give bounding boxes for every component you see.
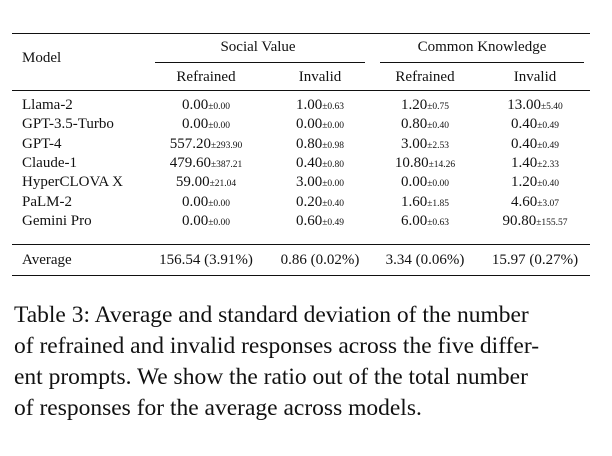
cell-std-dev: ±3.07 xyxy=(537,198,560,209)
table-cell xyxy=(170,154,243,174)
group-rule-social-value xyxy=(155,62,365,63)
cell-std-dev: ±0.63 xyxy=(322,102,345,112)
cell-mean: 3.00 xyxy=(400,135,428,152)
cell-std-dev: ±0.00 xyxy=(208,121,231,132)
cell-mean: 0.20 xyxy=(295,193,323,210)
cell-std-dev: ±0.40 xyxy=(427,121,450,132)
cell-mean: 10.80 xyxy=(394,154,429,171)
table-cell xyxy=(401,96,449,116)
table-cell xyxy=(401,173,449,193)
cell-std-dev: ±0.98 xyxy=(322,140,345,151)
cell-std-dev: ±0.80 xyxy=(322,159,345,170)
cell-mean: 0.40 xyxy=(295,154,323,171)
cell-std-dev: ±21.04 xyxy=(209,179,237,190)
cell-mean: 0.80 xyxy=(400,116,428,133)
cell-std-dev: ±0.00 xyxy=(427,179,450,190)
average-cell: 15.97 (0.27%) xyxy=(491,252,579,268)
cell-std-dev: ±0.75 xyxy=(427,102,450,112)
cell-std-dev: ±0.00 xyxy=(322,179,345,190)
table-cell xyxy=(182,115,230,135)
cell-mean: 1.20 xyxy=(400,97,428,113)
cell-mean: 1.40 xyxy=(510,154,538,171)
cell-std-dev: ±0.49 xyxy=(537,140,560,151)
table-cell xyxy=(170,135,243,155)
cell-std-dev: ±5.40 xyxy=(540,102,563,112)
cell-std-dev: ±0.40 xyxy=(537,179,560,190)
table-cell xyxy=(511,173,559,193)
model-name: Llama-2 xyxy=(22,97,73,113)
table-cell xyxy=(182,212,230,232)
cell-std-dev: ±0.00 xyxy=(208,102,231,112)
model-name: GPT-4 xyxy=(22,135,62,152)
cell-mean: 0.00 xyxy=(181,193,209,210)
cell-std-dev: ±387.21 xyxy=(210,159,243,170)
table-cell xyxy=(507,96,563,116)
table-cell xyxy=(182,193,230,213)
table-cell xyxy=(296,154,344,174)
cell-std-dev: ±155.57 xyxy=(536,217,568,228)
cell-mean: 90.80 xyxy=(502,212,537,229)
average-cell: 3.34 (0.06%) xyxy=(385,252,465,268)
cell-mean: 0.00 xyxy=(181,97,209,113)
table-cell xyxy=(296,193,344,213)
cell-std-dev: ±0.00 xyxy=(208,217,231,228)
table-cell xyxy=(401,193,449,213)
table-cell xyxy=(511,154,559,174)
cell-mean: 0.00 xyxy=(400,174,428,191)
cell-mean: 3.00 xyxy=(295,174,323,191)
caption-line: of refrained and invalid responses across the five differ- xyxy=(14,333,540,359)
table-cell xyxy=(401,135,449,155)
model-name: GPT-3.5-Turbo xyxy=(22,116,114,133)
cell-mean: 13.00 xyxy=(507,97,541,113)
cell-mean: 4.60 xyxy=(510,193,538,210)
model-name: Claude-1 xyxy=(22,154,77,171)
caption-line: of responses for the average across models. xyxy=(14,395,422,421)
average-rule xyxy=(12,244,590,245)
model-name: HyperCLOVA X xyxy=(22,174,123,191)
cell-mean: 0.00 xyxy=(181,212,209,229)
average-cell: 156.54 (3.91%) xyxy=(159,252,253,268)
average-cell: 0.86 (0.02%) xyxy=(280,252,360,268)
cell-std-dev: ±0.49 xyxy=(322,217,345,228)
cell-std-dev: ±1.85 xyxy=(427,198,450,209)
cell-std-dev: ±0.00 xyxy=(322,121,345,132)
cell-mean: 59.00 xyxy=(175,174,210,191)
model-name: PaLM-2 xyxy=(22,193,72,210)
cell-mean: 0.60 xyxy=(295,212,323,229)
table-cell xyxy=(511,115,559,135)
cell-std-dev: ±0.49 xyxy=(537,121,560,132)
group-rule-common-knowledge xyxy=(380,62,584,63)
cell-mean: 0.40 xyxy=(510,116,538,133)
table-cell xyxy=(176,173,236,193)
cell-std-dev: ±2.53 xyxy=(427,140,450,151)
table-cell xyxy=(296,135,344,155)
cell-mean: 1.20 xyxy=(510,174,538,191)
subheader-invalid: Invalid xyxy=(513,69,557,85)
caption-line: Table 3: Average and standard deviation of the number xyxy=(14,302,529,328)
cell-std-dev: ±14.26 xyxy=(428,159,456,170)
table-top-rule xyxy=(12,33,590,34)
cell-mean: 6.00 xyxy=(400,212,428,229)
cell-mean: 1.60 xyxy=(400,193,428,210)
cell-mean: 557.20 xyxy=(169,135,211,152)
cell-mean: 0.40 xyxy=(510,135,538,152)
group-header-common-knowledge: Common Knowledge xyxy=(417,39,547,55)
cell-std-dev: ±2.33 xyxy=(537,159,560,170)
table-cell xyxy=(296,212,344,232)
cell-std-dev: ±293.90 xyxy=(210,140,243,151)
table-cell xyxy=(182,96,230,116)
cell-std-dev: ±0.00 xyxy=(208,198,231,209)
table-cell xyxy=(296,96,344,116)
model-name: Gemini Pro xyxy=(22,212,92,229)
cell-mean: 479.60 xyxy=(169,154,211,171)
caption-line: ent prompts. We show the ratio out of the total number xyxy=(14,364,528,390)
table-bottom-rule xyxy=(12,275,590,276)
cell-mean: 0.00 xyxy=(295,116,323,133)
cell-mean: 1.00 xyxy=(295,97,323,113)
cell-mean: 0.80 xyxy=(295,135,323,152)
subheader-refrained: Refrained xyxy=(395,69,455,85)
subheader-invalid: Invalid xyxy=(298,69,342,85)
average-label: Average xyxy=(22,252,72,268)
table-caption xyxy=(14,300,604,424)
table-cell xyxy=(395,154,455,174)
cell-std-dev: ±0.40 xyxy=(322,198,345,209)
table-cell xyxy=(401,115,449,135)
table-cell xyxy=(296,115,344,135)
cell-std-dev: ±0.63 xyxy=(427,217,450,228)
table-cell xyxy=(511,135,559,155)
table-cell xyxy=(511,193,559,213)
table-cell xyxy=(296,173,344,193)
header-rule xyxy=(12,90,590,91)
table-cell xyxy=(502,212,567,232)
table-cell xyxy=(401,212,449,232)
model-column-header: Model xyxy=(22,50,62,66)
group-header-social-value: Social Value xyxy=(220,39,296,55)
subheader-refrained: Refrained xyxy=(176,69,236,85)
cell-mean: 0.00 xyxy=(181,116,209,133)
